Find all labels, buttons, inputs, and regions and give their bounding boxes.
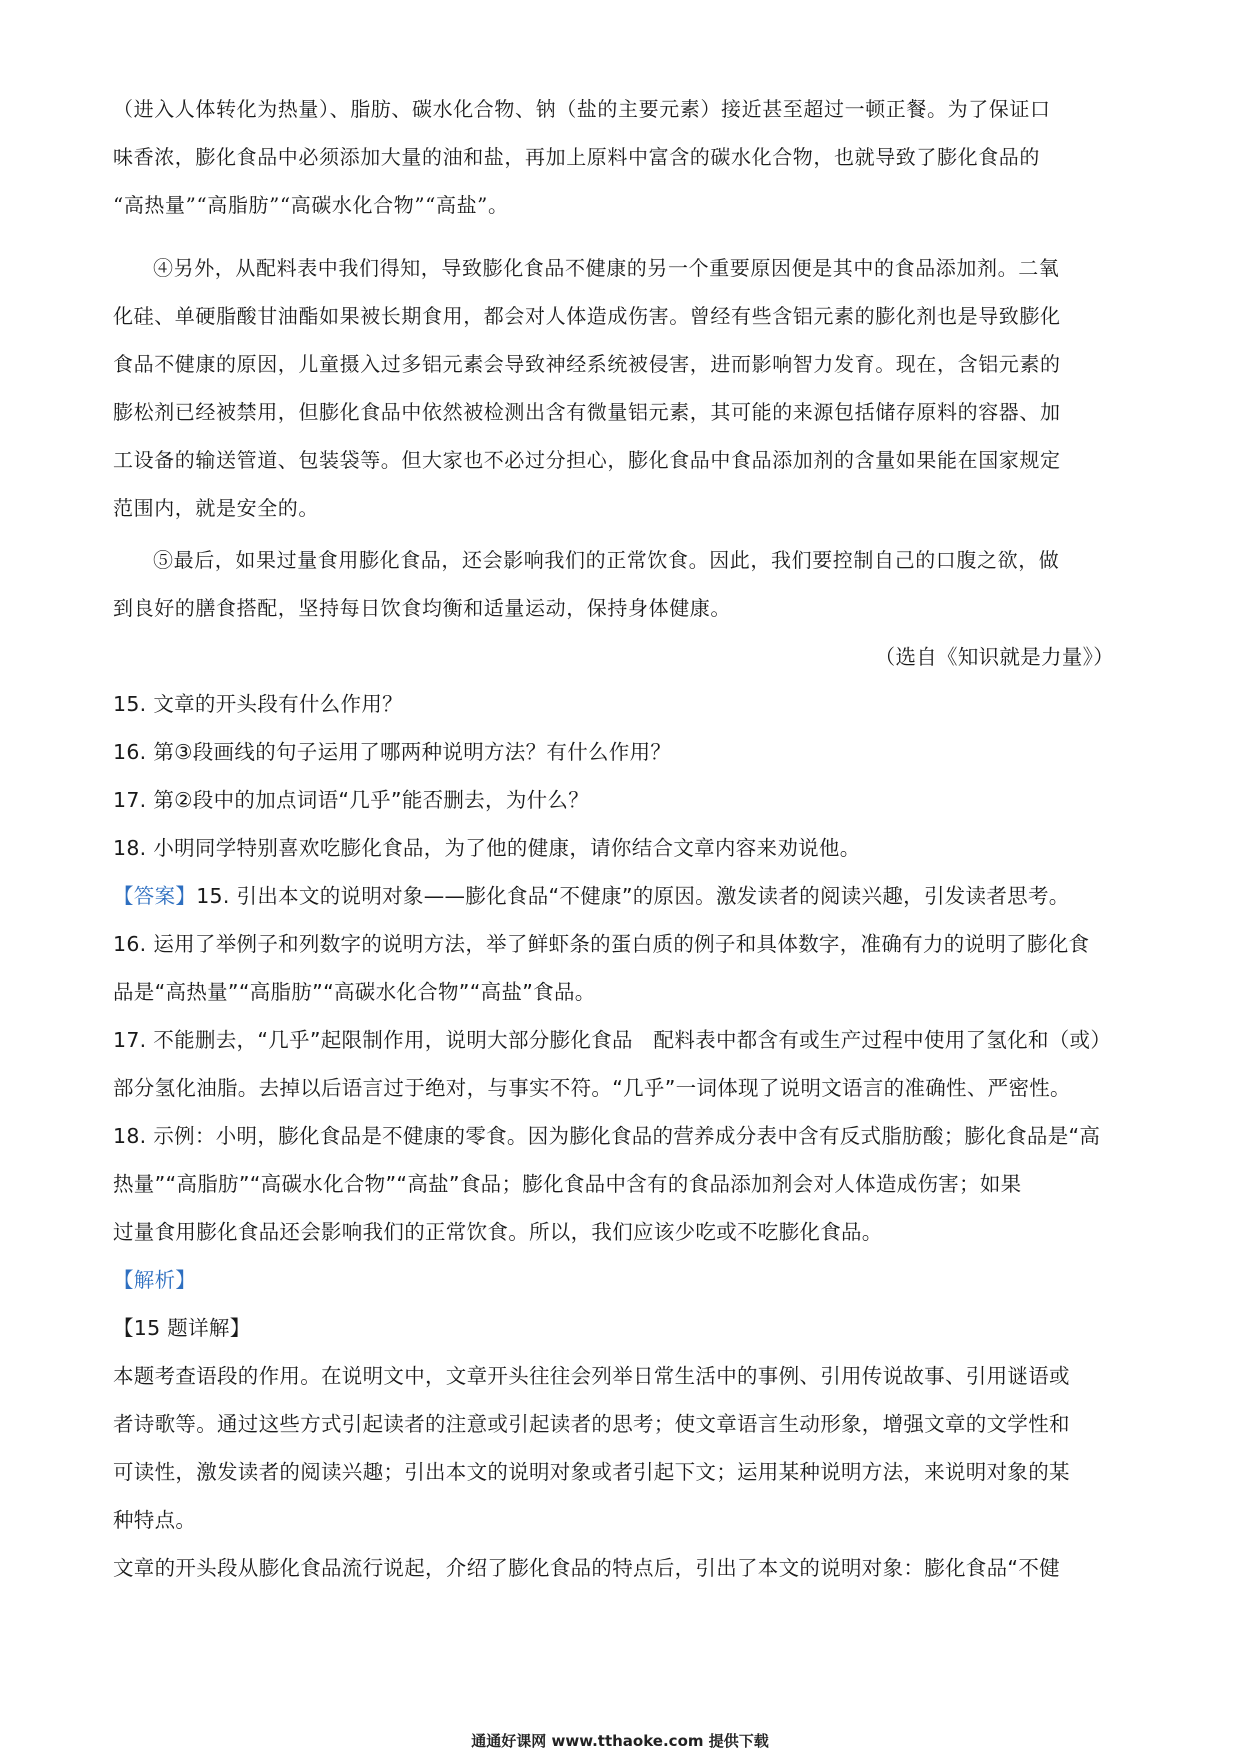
analysis-line: 种特点。 [113, 1508, 197, 1532]
answer-line: 16. 运用了举例子和列数字的说明方法，举了鲜虾条的蛋白质的例子和具体数字，准确有力的说明了膨化食 [113, 932, 1090, 956]
answer-15: 15. 引出本文的说明对象——膨化食品“不健康”的原因。激发读者的阅读兴趣，引发读者思考。 [196, 884, 1070, 908]
answer-line: 过量食用膨化食品还会影响我们的正常饮食。所以，我们应该少吃或不吃膨化食品。 [113, 1220, 883, 1244]
analysis-line: 者诗歌等。通过这些方式引起读者的注意或引起读者的思考；使文章语言生动形象，增强文章的文学性和 [113, 1412, 1070, 1436]
article-line: （进入人体转化为热量）、脂肪、碳水化合物、钠（盐的主要元素）接近甚至超过一顿正餐。为了保证口 [113, 97, 1051, 121]
analysis-line: 可读性，激发读者的阅读兴趣；引出本文的说明对象或者引起下文；运用某种说明方法，来说明对象的某 [113, 1460, 1070, 1484]
analysis-subheading: 【15 题详解】 [113, 1316, 251, 1340]
answer-first-line [113, 882, 1070, 910]
answer-label: 【答案】 [113, 884, 197, 908]
answer-line: 18. 示例：小明，膨化食品是不健康的零食。因为膨化食品的营养成分表中含有反式脂肪酸；膨化食品是“高 [113, 1124, 1101, 1148]
article-line: 范围内，就是安全的。 [113, 496, 319, 520]
answer-line: 品是“高热量”“高脂肪”“高碳水化合物”“高盐”食品。 [113, 980, 596, 1004]
article-line: 食品不健康的原因，儿童摄入过多铝元素会导致神经系统被侵害，进而影响智力发育。现在，含铝元素的 [113, 352, 1061, 376]
article-line: 味香浓，膨化食品中必须添加大量的油和盐，再加上原料中富含的碳水化合物，也就导致了膨化食品的 [113, 145, 1040, 169]
article-line: 化硅、单硬脂酸甘油酯如果被长期食用，都会对人体造成伤害。曾经有些含铝元素的膨化剂也是导致膨化 [113, 304, 1061, 328]
question-15: 15. 文章的开头段有什么作用？ [113, 692, 403, 716]
article-source: （选自《知识就是力量》） [874, 645, 1114, 669]
page-footer: 通通好课网 www.tthaoke.com 提供下载 [471, 1732, 769, 1750]
question-17: 17. 第②段中的加点词语“几乎”能否删去，为什么？ [113, 788, 590, 812]
article-line: 到良好的膳食搭配，坚持每日饮食均衡和适量运动，保持身体健康。 [113, 596, 731, 620]
answer-line: 热量”“高脂肪”“高碳水化合物”“高盐”食品；膨化食品中含有的食品添加剂会对人体造成伤害；如果 [113, 1172, 1022, 1196]
question-18: 18. 小明同学特别喜欢吃膨化食品，为了他的健康，请你结合文章内容来劝说他。 [113, 836, 861, 860]
answer-line: 部分氢化油脂。去掉以后语言过于绝对，与事实不符。“几乎”一词体现了说明文语言的准确性、严密性。 [113, 1076, 1071, 1100]
analysis-line: 本题考查语段的作用。在说明文中，文章开头往往会列举日常生活中的事例、引用传说故事、引用谜语或 [113, 1364, 1070, 1388]
analysis-line: 文章的开头段从膨化食品流行说起，介绍了膨化食品的特点后，引出了本文的说明对象：膨化食品“不健 [113, 1556, 1060, 1580]
article-line: 膨松剂已经被禁用，但膨化食品中依然被检测出含有微量铝元素，其可能的来源包括储存原料的容器、加 [113, 400, 1061, 424]
analysis-label: 【解析】 [113, 1268, 197, 1292]
answer-line: 17. 不能删去，“几乎”起限制作用，说明大部分膨化食品 配料表中都含有或生产过程中使用了氢化和（或） [113, 1028, 1112, 1052]
article-line: “高热量”“高脂肪”“高碳水化合物”“高盐”。 [113, 193, 509, 217]
question-16: 16. 第③段画线的句子运用了哪两种说明方法？有什么作用？ [113, 740, 672, 764]
article-line: 工设备的输送管道、包装袋等。但大家也不必过分担心，膨化食品中食品添加剂的含量如果能在国家规定 [113, 448, 1061, 472]
article-line: ④另外，从配料表中我们得知，导致膨化食品不健康的另一个重要原因便是其中的食品添加剂。二氧 [153, 256, 1060, 280]
article-line: ⑤最后，如果过量食用膨化食品，还会影响我们的正常饮食。因此，我们要控制自己的口腹之欲，做 [153, 548, 1060, 572]
